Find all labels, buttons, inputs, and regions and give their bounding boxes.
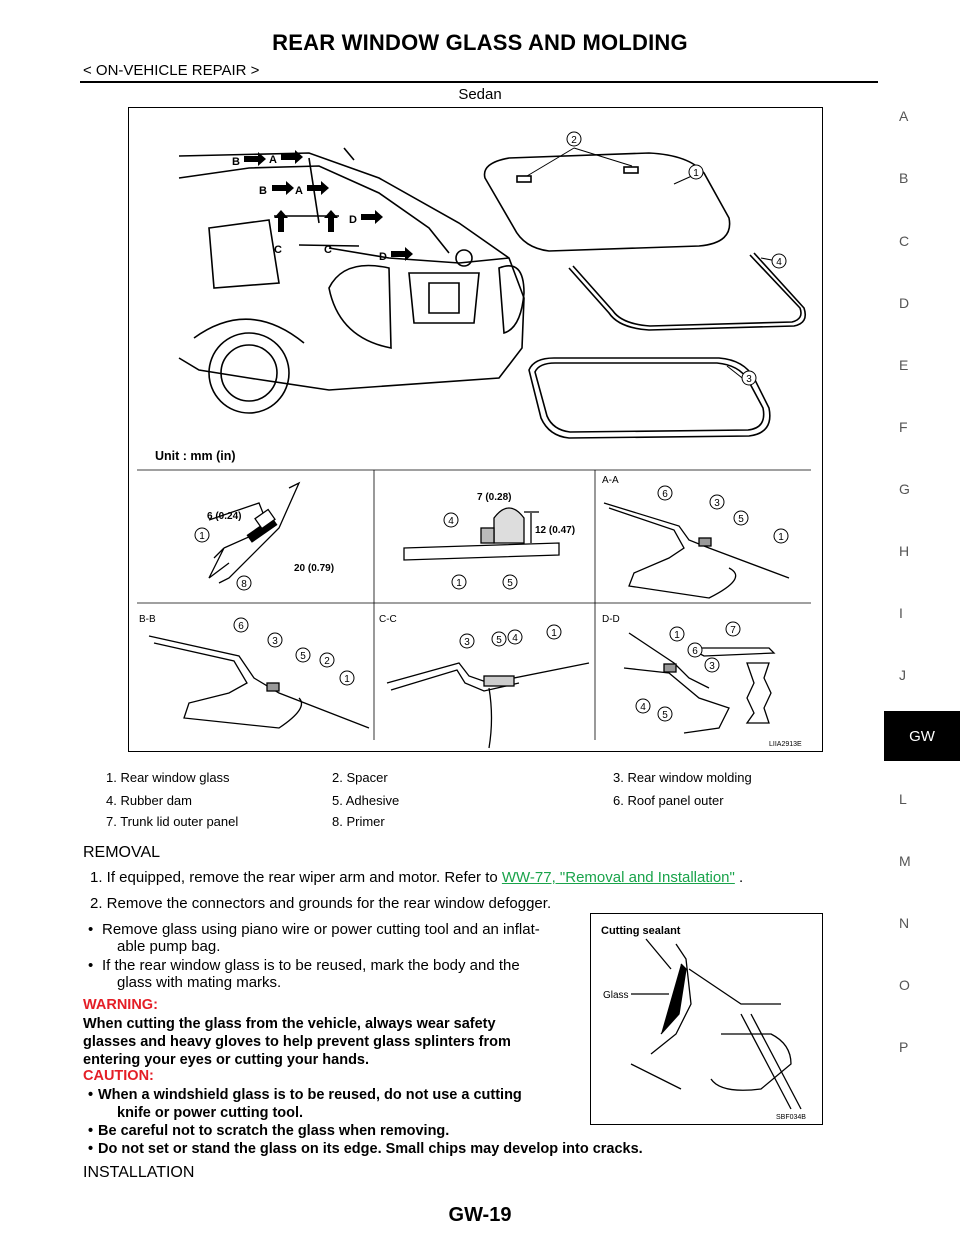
warning-line-3: entering your eyes or cutting your hands.: [83, 1052, 370, 1068]
label-glass: Glass: [603, 990, 629, 1001]
callout-7-dd: 7: [730, 625, 736, 636]
figure-drawing: [129, 108, 822, 751]
legend-item: 1. Rear window glass: [106, 770, 230, 785]
section-title-b-b: B-B: [139, 614, 156, 625]
callout-1-primer: 1: [199, 531, 205, 542]
dim-7mm: 7 (0.28): [477, 492, 512, 503]
warning-label: WARNING:: [83, 997, 158, 1013]
step-2: 2. Remove the connectors and grounds for the rear window defogger.: [90, 895, 552, 912]
tab-letter-g[interactable]: G: [899, 481, 910, 497]
callout-1-dam: 1: [456, 578, 462, 589]
callout-4: 4: [776, 257, 782, 268]
caution-3: Do not set or stand the glass on its edge. Small chips may develop into cracks.: [98, 1141, 643, 1157]
callout-2-bb: 2: [324, 656, 330, 667]
warning-line-2: glasses and heavy gloves to help prevent glass splinters from: [83, 1034, 511, 1050]
tab-letter-m[interactable]: M: [899, 853, 911, 869]
figure-code: LIIA2913E: [769, 741, 802, 748]
warning-line-1: When cutting the glass from the vehicle, always wear safety: [83, 1016, 496, 1032]
dim-12mm: 12 (0.47): [535, 525, 576, 536]
callout-6-bb: 6: [238, 621, 244, 632]
section-letter-b1: B: [232, 156, 240, 168]
section-title-d-d: D-D: [602, 614, 620, 625]
page-title: REAR WINDOW GLASS AND MOLDING: [272, 30, 688, 55]
dim-20mm: 20 (0.79): [294, 563, 335, 574]
tab-letter-n[interactable]: N: [899, 915, 910, 931]
callout-3: 3: [746, 374, 752, 385]
section-heading-installation: INSTALLATION: [83, 1164, 195, 1181]
section-letter-d2: D: [379, 251, 387, 263]
bullet-1-line-1: Remove glass using piano wire or power cutting tool and an inflat-: [102, 921, 540, 938]
legend-item: 4. Rubber dam: [106, 793, 192, 808]
step-1-text: 1. If equipped, remove the rear wiper arm and motor. Refer to: [90, 869, 502, 886]
caution-1-line-1: When a windshield glass is to be reused, do not use a cutting: [98, 1087, 522, 1103]
cutting-sealant-figure: [590, 913, 823, 1125]
unit-label: Unit : mm (in): [155, 449, 236, 463]
section-letter-a1: A: [269, 154, 277, 166]
callout-5-bb: 5: [300, 651, 306, 662]
small-figure-code: SBF034B: [776, 1114, 806, 1121]
step-1-suffix: .: [734, 869, 744, 886]
legend-item: 2. Spacer: [332, 770, 388, 785]
section-letter-c2: C: [324, 244, 332, 256]
label-cutting-sealant: Cutting sealant: [601, 925, 681, 937]
bullet-2-line-2: glass with mating marks.: [117, 974, 282, 991]
tab-letter-j[interactable]: J: [899, 667, 906, 683]
bullet-icon: •: [88, 957, 94, 974]
section-title-a-a: A-A: [602, 475, 619, 486]
bullet-icon: •: [88, 1087, 94, 1103]
breadcrumb: < ON-VEHICLE REPAIR >: [83, 62, 260, 79]
callout-1-bb: 1: [344, 674, 350, 685]
bullet-2-line-1: If the rear window glass is to be reused, mark the body and the: [102, 957, 520, 974]
ww-77-link[interactable]: WW-77, "Removal and Installation": [501, 869, 735, 886]
bullet-icon: •: [88, 921, 94, 938]
callout-3-aa: 3: [714, 498, 720, 509]
callout-2: 2: [571, 135, 577, 146]
section-title-c-c: C-C: [379, 614, 397, 625]
bullet-icon: •: [88, 1141, 94, 1157]
legend-item: 6. Roof panel outer: [613, 793, 724, 808]
tab-letter-a[interactable]: A: [899, 108, 909, 124]
callout-1-dd: 1: [674, 630, 680, 641]
tab-letter-l[interactable]: L: [899, 791, 907, 807]
tab-letter-i[interactable]: I: [899, 605, 903, 621]
caution-1-line-2: knife or power cutting tool.: [117, 1105, 304, 1121]
tab-letter-d[interactable]: D: [899, 295, 910, 311]
dim-6mm: 6 (0.24): [207, 511, 242, 522]
tab-active-gw[interactable]: GW: [884, 711, 960, 761]
legend-item: 7. Trunk lid outer panel: [106, 814, 239, 829]
page-number: GW-19: [448, 1204, 512, 1226]
callout-5-cc: 5: [496, 635, 502, 646]
section-letter-b2: B: [259, 185, 267, 197]
section-letter-a2: A: [295, 185, 303, 197]
tab-letter-b[interactable]: B: [899, 170, 909, 186]
cutting-sealant-drawing: [591, 914, 822, 1124]
tab-letter-e[interactable]: E: [899, 357, 909, 373]
callout-5-dd: 5: [662, 710, 668, 721]
tab-letter-f[interactable]: F: [899, 419, 908, 435]
callout-6-dd: 6: [692, 646, 698, 657]
section-letter-d1: D: [349, 214, 357, 226]
legend-item: 5. Adhesive: [332, 793, 400, 808]
legend-item: 8. Primer: [332, 814, 385, 829]
callout-3-cc: 3: [464, 637, 470, 648]
callout-5-aa: 5: [738, 514, 744, 525]
bullet-icon: •: [88, 1123, 94, 1139]
callout-1-aa: 1: [778, 532, 784, 543]
callout-5-dam: 5: [507, 578, 513, 589]
callout-4-dd: 4: [640, 702, 646, 713]
section-heading-removal: REMOVAL: [83, 844, 161, 861]
callout-3-bb: 3: [272, 636, 278, 647]
tab-letter-o[interactable]: O: [899, 977, 910, 993]
callout-1-cc: 1: [551, 628, 557, 639]
callout-6-aa: 6: [662, 489, 668, 500]
caution-2: Be careful not to scratch the glass when removing.: [98, 1123, 450, 1139]
section-letter-c1: C: [274, 244, 282, 256]
callout-8: 8: [241, 579, 247, 590]
legend-item: 3. Rear window molding: [613, 770, 752, 785]
callout-3-dd: 3: [709, 661, 715, 672]
main-figure: [128, 107, 823, 752]
callout-1: 1: [693, 168, 699, 179]
header-rule: [80, 81, 878, 83]
figure-caption: Sedan: [458, 86, 502, 103]
caution-label: CAUTION:: [83, 1068, 154, 1084]
tab-letter-p[interactable]: P: [899, 1039, 909, 1055]
tab-letter-c[interactable]: C: [899, 233, 910, 249]
bullet-1-line-2: able pump bag.: [117, 938, 221, 955]
step-1: [90, 867, 743, 888]
callout-4-cc: 4: [512, 633, 518, 644]
callout-4-dam: 4: [448, 516, 454, 527]
tab-letter-h[interactable]: H: [899, 543, 910, 559]
